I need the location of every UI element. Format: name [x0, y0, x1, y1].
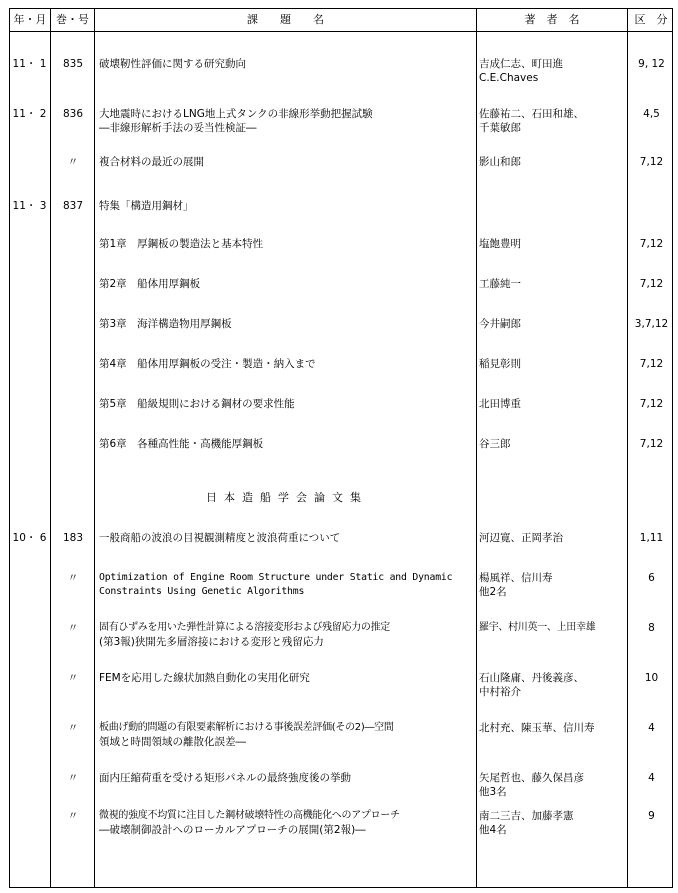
row-category: 7,12: [639, 398, 664, 410]
row-author-line: 谷三郎: [479, 438, 511, 450]
row-author-line: 羅宇、村川英一、上田幸雄: [479, 622, 596, 633]
row-title-line: 第2章 船体用厚鋼板: [99, 278, 201, 290]
row-volume: 〃: [67, 810, 79, 822]
row-title-line: 第3章 海洋構造物用厚鋼板: [99, 318, 232, 330]
table-row: [10, 277, 672, 305]
row-title-line: ―破壊制御設計へのローカルアプローチの展開(第2報)―: [99, 824, 366, 836]
row-category: 9: [648, 810, 655, 822]
publication-table: [9, 8, 673, 888]
row-title-line: 板曲げ動的問題の有限要素解析における事後誤差評価(その2)―空間: [99, 722, 394, 733]
row-author-line: 吉成仁志、町田進: [479, 58, 563, 70]
row-title-line: 第5章 船級規則における鋼材の要求性能: [99, 398, 295, 410]
row-category: 8: [648, 622, 655, 634]
row-author-line: 工藤純一: [479, 278, 521, 290]
row-author-line: 千葉敏郎: [479, 122, 521, 134]
row-volume: 〃: [67, 722, 79, 734]
header-volume: 巻・号: [56, 13, 89, 26]
row-title-line: Optimization of Engine Room Structure under Static and Dynamic: [99, 572, 453, 583]
row-date: 11・ 1: [12, 58, 47, 70]
header-date: 年・月: [13, 13, 47, 26]
row-author-line: 他2名: [479, 586, 507, 598]
row-volume: 835: [62, 58, 84, 70]
row-volume: 〃: [67, 672, 79, 684]
table-row: [10, 155, 672, 183]
row-title-line: 複合材料の最近の展開: [99, 156, 204, 168]
header-author: 著 者 名: [524, 13, 580, 26]
row-title-line: (第3報)狭開先多層溶接における変形と残留応力: [99, 636, 324, 648]
row-title-line: 一般商船の波浪の目視観測精度と波浪荷重について: [99, 532, 341, 544]
table-row: [10, 571, 672, 599]
row-title-line: Constraints Using Genetic Algorithms: [99, 586, 305, 597]
table-row: [10, 57, 672, 85]
row-author-line: 中村裕介: [479, 686, 521, 698]
row-title-line: 微視的強度不均質に注目した鋼材破壊特性の高機能化へのアプローチ: [99, 810, 400, 821]
row-author-line: 北田博重: [479, 398, 521, 410]
table-row: [10, 317, 672, 345]
table-row: [10, 199, 672, 227]
row-author-line: 南二三吉、加藤孝憲: [479, 810, 574, 822]
row-category: 6: [648, 572, 655, 584]
row-author-line: 矢尾哲也、藤久保昌彦: [479, 772, 584, 784]
row-volume: 〃: [67, 622, 79, 634]
row-volume: 〃: [67, 772, 79, 784]
row-category: 7,12: [639, 358, 664, 370]
table-row: [10, 671, 672, 699]
row-title-line: ―非線形解析手法の妥当性検証―: [99, 122, 257, 134]
row-category: 4: [648, 722, 655, 734]
row-author-line: 稲見彰則: [479, 358, 521, 370]
row-author-line: 石山隆庸、丹後義彦、: [479, 672, 584, 684]
table-row: [10, 771, 672, 799]
row-title-line: 特集「構造用鋼材」: [99, 200, 194, 212]
table-row: [10, 107, 672, 135]
row-volume: 〃: [67, 156, 79, 168]
row-title-line: 第1章 厚鋼板の製造法と基本特性: [99, 238, 264, 250]
table-row: [10, 531, 672, 559]
row-title-line: 大地震時におけるLNG地上式タンクの非線形挙動把握試験: [99, 108, 373, 120]
header-divider: [10, 31, 672, 32]
row-category: 4,5: [643, 108, 660, 120]
table-row: [10, 809, 672, 837]
row-category: 7,12: [639, 156, 664, 168]
row-date: 11・ 2: [12, 108, 47, 120]
row-author-line: 佐藤祐二、石田和雄、: [479, 108, 584, 120]
row-category: 4: [648, 772, 655, 784]
row-volume: 836: [62, 108, 84, 120]
row-author-line: 楊風祥、信川寿: [479, 572, 553, 584]
row-category: 7,12: [639, 278, 664, 290]
table-row: [10, 237, 672, 265]
row-title-line: FEMを応用した線状加熱自動化の実用化研究: [99, 672, 310, 684]
row-category: 9, 12: [638, 58, 665, 70]
header-title: 課 題 名: [247, 13, 324, 26]
row-volume: 837: [62, 200, 84, 212]
row-title-line: 第4章 船体用厚鋼板の受注・製造・納入まで: [99, 358, 316, 370]
row-author-line: 他4名: [479, 824, 507, 836]
row-author-line: C.E.Chaves: [479, 72, 539, 84]
row-author-line: 塩飽豊明: [479, 238, 521, 250]
row-category: 7,12: [639, 238, 664, 250]
row-volume: 183: [62, 532, 84, 544]
row-date: 11・ 3: [12, 200, 47, 212]
row-category: 1,11: [639, 532, 664, 544]
table-row: [10, 437, 672, 465]
row-category: 10: [644, 672, 659, 684]
row-category: 7,12: [639, 438, 664, 450]
row-title-line: 破壊靭性評価に関する研究動向: [99, 58, 246, 70]
table-row: [10, 621, 672, 649]
row-volume: 〃: [67, 572, 79, 584]
header-category: 区 分: [634, 13, 668, 26]
row-date: 10・ 6: [12, 532, 47, 544]
row-author-line: 北村充、陳玉華、信川寿: [479, 722, 595, 734]
row-title-line: 固有ひずみを用いた弾性計算による溶接変形および残留応力の推定: [99, 622, 390, 633]
table-row: [10, 397, 672, 425]
row-author-line: 今井嗣郎: [479, 318, 521, 330]
row-category: 3,7,12: [634, 318, 669, 330]
row-title-line: 領域と時間領域の離散化誤差―: [99, 736, 246, 748]
table-row: [10, 721, 672, 749]
row-author-line: 他3名: [479, 786, 507, 798]
row-title-line: 第6章 各種高性能・高機能厚鋼板: [99, 438, 264, 450]
row-author-line: 影山和郎: [479, 156, 521, 168]
row-title-line: 面内圧縮荷重を受ける矩形パネルの最終強度後の挙動: [99, 772, 351, 784]
row-author-line: 河辺寛、正岡孝治: [479, 532, 563, 544]
table-row: [10, 357, 672, 385]
section-title: 日本造船学会論文集: [206, 491, 368, 504]
